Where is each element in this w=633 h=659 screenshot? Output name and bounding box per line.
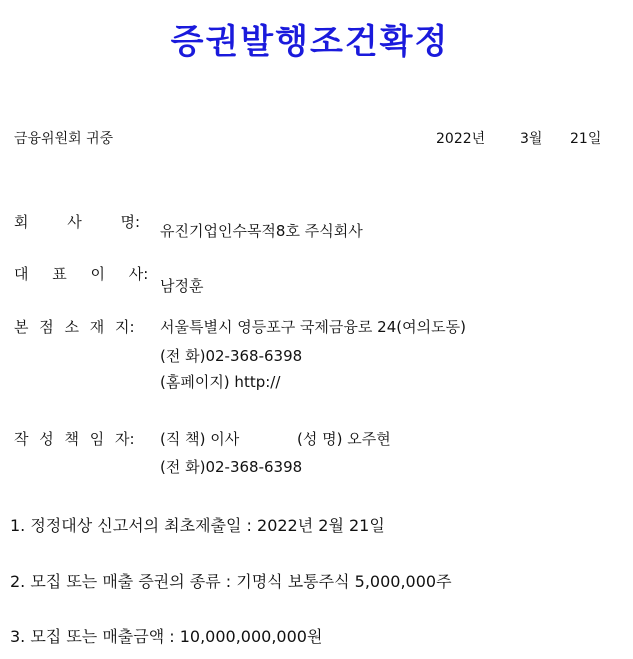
item-offering-amount: 3. 모집 또는 매출금액 : 10,000,000,000원 [10, 627, 323, 646]
ceo-name: 남정훈 [160, 277, 204, 295]
recipient: 금융위원회 귀중 [14, 131, 114, 147]
date-year: 2022년 [436, 131, 486, 147]
date-day: 21일 [570, 131, 602, 147]
hq-label: 본 점 소 재 지: [14, 318, 135, 336]
ceo-label: 대 표 이 사: [14, 265, 149, 283]
date-month: 3월 [520, 131, 543, 147]
hq-phone: (전 화)02-368-6398 [160, 347, 303, 365]
preparer-position: (직 책) 이사 [160, 430, 240, 448]
hq-homepage: (홈페이지) http:// [160, 373, 281, 391]
preparer-label: 작 성 책 임 자: [14, 430, 135, 448]
item-first-filing-date: 1. 정정대상 신고서의 최초제출일 : 2022년 2월 21일 [10, 516, 385, 535]
company-name: 유진기업인수목적8호 주식회사 [160, 222, 363, 240]
preparer-phone: (전 화)02-368-6398 [160, 458, 303, 476]
hq-address: 서울특별시 영등포구 국제금융로 24(여의도동) [160, 318, 466, 336]
preparer-name: (성 명) 오주현 [297, 430, 391, 448]
document-title: 증권발행조건확정 [170, 22, 450, 62]
company-label: 회 사 명: [14, 213, 141, 231]
item-security-type: 2. 모집 또는 매출 증권의 종류 : 기명식 보통주식 5,000,000주 [10, 572, 452, 591]
